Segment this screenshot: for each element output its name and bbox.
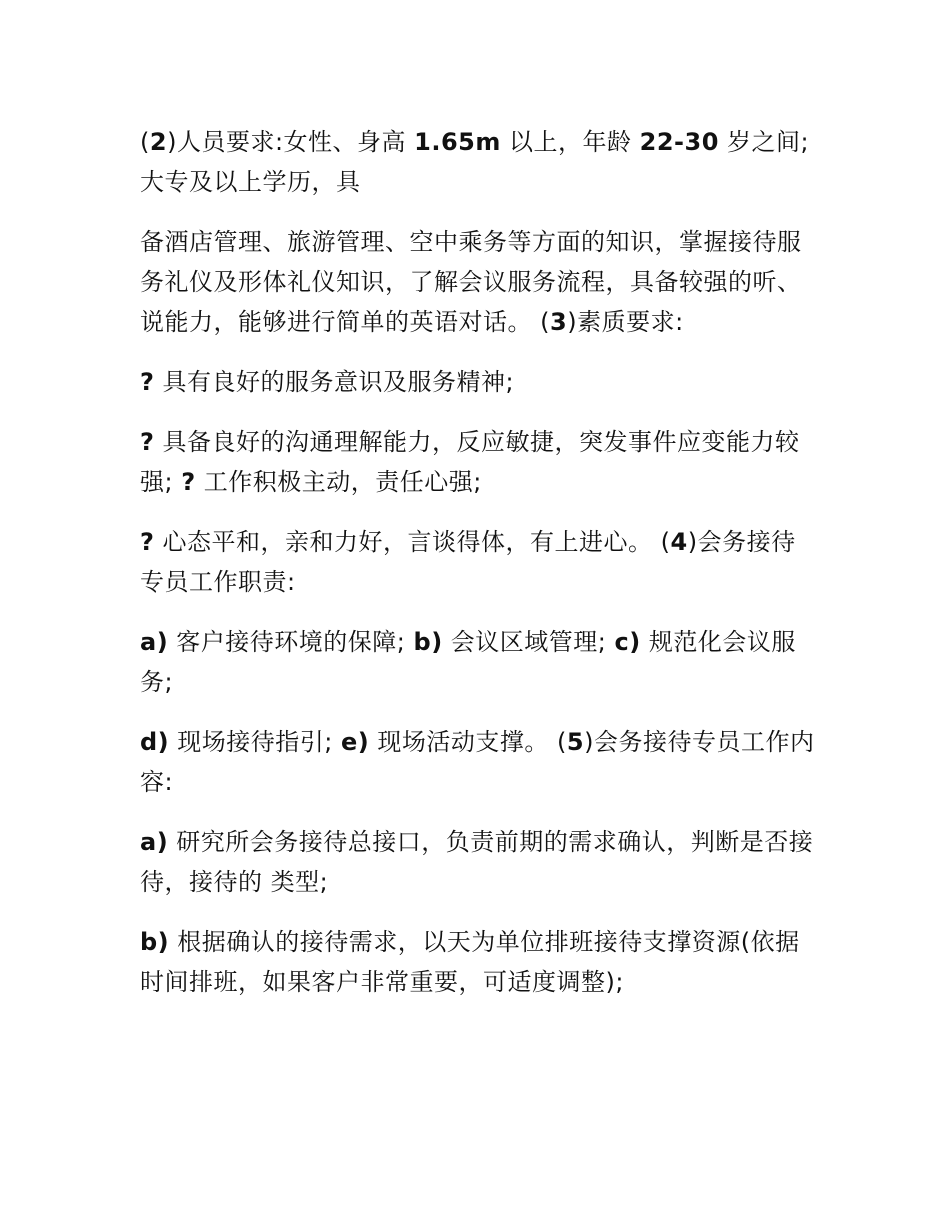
text-segment: 岁之间;大专及以上学历，具 — [140, 128, 810, 196]
list-marker: b) — [413, 628, 443, 656]
section-number: 2 — [149, 128, 168, 156]
text-segment: 规范化会议服务; — [140, 628, 796, 696]
paragraph-knowledge-requirements — [140, 222, 820, 342]
paragraph-content-item-b — [140, 922, 820, 1002]
paragraph-staff-requirements — [140, 122, 820, 202]
text-segment: )会务接待专员工作内容: — [140, 728, 815, 796]
text-segment: 备酒店管理、旅游管理、空中乘务等方面的知识，掌握接待服务礼仪及形体礼仪知识，了解会议服务流程，具备较强的听、说能力，能够进行简单的英语对话。 ( — [140, 228, 802, 336]
list-marker: d) — [140, 728, 170, 756]
list-marker: e) — [341, 728, 370, 756]
text-segment: 心态平和，亲和力好，言谈得体，有上进心。 ( — [154, 528, 671, 556]
list-marker: c) — [614, 628, 641, 656]
text-segment: 现场活动支撑。 ( — [369, 728, 567, 756]
text-segment: )素质要求: — [567, 308, 684, 336]
document-body — [140, 122, 820, 1022]
text-segment: 客户接待环境的保障; — [168, 628, 414, 656]
section-number: 3 — [550, 308, 568, 336]
text-segment: 具备良好的沟通理解能力，反应敏捷，突发事件应变能力较强; — [140, 428, 800, 496]
section-number: 5 — [566, 728, 585, 756]
text-segment: 根据确认的接待需求，以天为单位排班接待支撑资源(依据时间排班，如果客户非常重要，可适度调整); — [140, 928, 800, 996]
paragraph-quality-item-2 — [140, 422, 820, 502]
paragraph-duties — [140, 622, 820, 702]
text-segment: 具有良好的服务意识及服务精神; — [154, 368, 515, 396]
bullet-marker: ? — [140, 528, 155, 556]
section-number: 4 — [670, 528, 688, 556]
text-segment: )会务接待专员工作职责: — [140, 528, 796, 596]
text-segment: 研究所会务接待总接口，负责前期的需求确认，判断是否接待，接待的 类型; — [140, 828, 814, 896]
paragraph-duties-continued — [140, 722, 820, 802]
text-segment: 以上，年龄 — [500, 128, 640, 156]
age-range-value: 22-30 — [639, 128, 719, 156]
bullet-marker: ? — [181, 468, 196, 496]
paragraph-quality-item-1 — [140, 362, 820, 402]
bullet-marker: ? — [140, 368, 155, 396]
list-marker: a) — [140, 828, 169, 856]
text-segment: 工作积极主动，责任心强; — [195, 468, 482, 496]
text-segment: )人员要求:女性、身高 — [167, 128, 415, 156]
text-segment: 会议区域管理; — [442, 628, 615, 656]
text-segment: 现场接待指引; — [169, 728, 341, 756]
text-segment: ( — [140, 128, 150, 156]
list-marker: b) — [140, 928, 170, 956]
list-marker: a) — [140, 628, 169, 656]
paragraph-content-item-a — [140, 822, 820, 902]
paragraph-quality-item-3 — [140, 522, 820, 602]
bullet-marker: ? — [140, 428, 155, 456]
height-value: 1.65m — [414, 128, 501, 156]
